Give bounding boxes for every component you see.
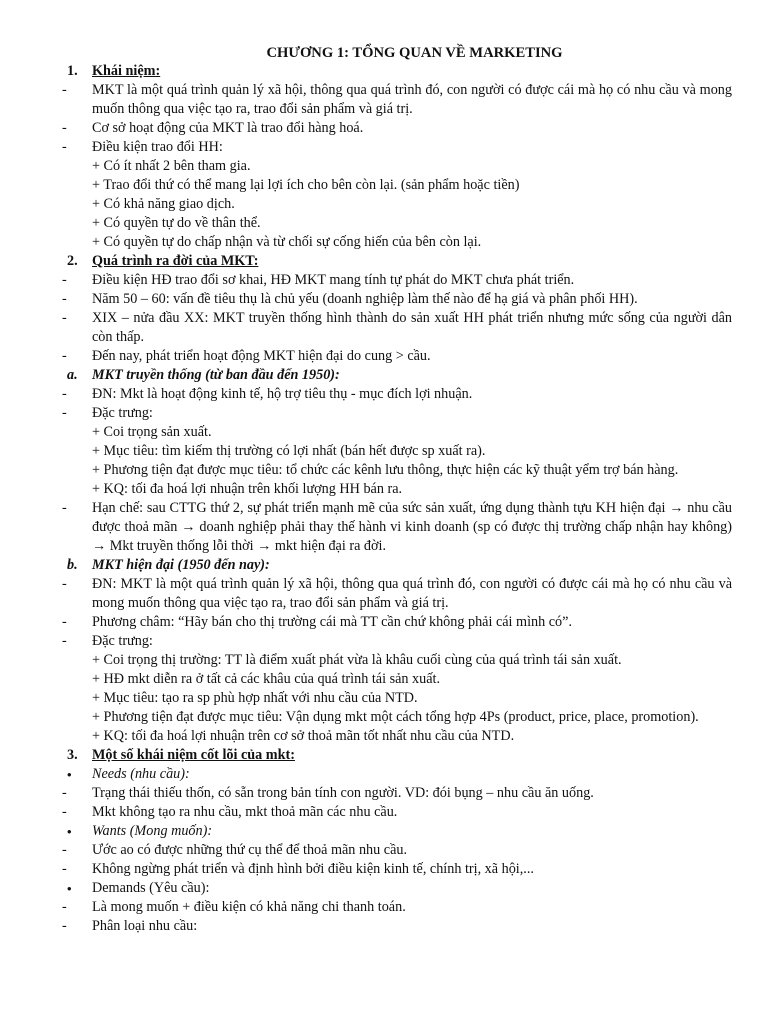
item-text: Không ngừng phát triển và định hình bởi điều kiện kinh tế, chính trị, xã hội,... — [92, 861, 534, 877]
list-item — [62, 347, 732, 366]
item-text: Hạn chế: sau CTTG thứ 2, sự phát triển mạnh mẽ của sức sản xuất, ứng dụng thành tựu KH hiện đại → nhu cầu được thoả mãn → doanh nghiệp phải thay thế hành vi kinh doanh (sp có được thị trường chấp nhận hay không) → Mkt truyền thống lỗi thời → mkt hiện đại ra đời. — [92, 500, 732, 554]
section-title: Quá trình ra đời của MKT: — [92, 253, 259, 269]
sub-item: + Phương tiện đạt được mục tiêu: Vận dụng mkt một cách tổng hợp 4Ps (product, price, place, promotion). — [92, 709, 699, 725]
dash-marker: - — [62, 82, 67, 98]
dash-marker: - — [62, 272, 67, 288]
term-label: Needs (nhu cầu): — [92, 766, 190, 782]
dash-marker: - — [62, 139, 67, 155]
item-text: Trạng thái thiếu thốn, có sẵn trong bản tính con người. VD: đói bụng – nhu cầu ăn uống. — [92, 785, 594, 801]
list-item — [62, 917, 732, 936]
sub-item: + Có quyền tự do chấp nhận và từ chối sự cống hiến của bên còn lại. — [92, 234, 482, 250]
subsection-letter: a. — [67, 367, 78, 383]
list-item — [62, 632, 732, 651]
item-text: ĐN: Mkt là hoạt động kinh tế, hộ trợ tiêu thụ - mục đích lợi nhuận. — [92, 386, 473, 402]
dash-marker: - — [62, 861, 67, 877]
dash-marker: - — [62, 899, 67, 915]
list-item — [62, 309, 732, 347]
subsection-title: MKT hiện đại (1950 đến nay): — [92, 557, 270, 573]
sub-item: + KQ: tối đa hoá lợi nhuận trên cơ sở thoả mãn tốt nhất nhu cầu của NTD. — [92, 728, 515, 744]
item-text: Điều kiện HĐ trao đổi sơ khai, HĐ MKT mang tính tự phát do MKT chưa phát triển. — [92, 272, 575, 288]
sub-item: + Coi trọng thị trường: TT là điểm xuất phát vừa là khâu cuối cùng của quá trình tái sản xuất. — [92, 652, 622, 668]
list-item — [62, 499, 732, 556]
item-text: ĐN: MKT là một quá trình quản lý xã hội, thông qua quá trình đó, con người có được cái mà họ có nhu cầu và mong muốn thông qua việc tạo ra, trao đổi sản phẩm và giá trị. — [92, 576, 732, 611]
item-text: Phương châm: “Hãy bán cho thị trường cái mà TT cần chứ không phải cái mình có”. — [92, 614, 572, 630]
section-1-heading — [67, 62, 732, 81]
subsection-b-heading — [67, 556, 732, 575]
item-text: Ước ao có được những thứ cụ thể để thoả mãn nhu cầu. — [92, 842, 408, 858]
item-text: MKT là một quá trình quản lý xã hội, thông qua quá trình đó, con người có được cái mà họ có nhu cầu và mong muốn thông qua việc tạo ra, trao đổi sản phẩm và giá trị. — [92, 82, 732, 117]
sub-item: + Có ít nhất 2 bên tham gia. — [92, 158, 251, 174]
dash-marker: - — [62, 386, 67, 402]
term-label: Demands (Yêu cầu): — [92, 880, 210, 896]
sub-item: + Mục tiêu: tìm kiếm thị trường có lợi nhất (bán hết được sp xuất ra). — [92, 443, 486, 459]
list-item — [62, 290, 732, 309]
bullet-item-needs — [67, 765, 732, 784]
item-text: Đến nay, phát triển hoạt động MKT hiện đại do cung > cầu. — [92, 348, 431, 364]
list-item — [62, 803, 732, 822]
sub-item: + Có khả năng giao dịch. — [92, 196, 235, 212]
sub-item: + HĐ mkt diễn ra ở tất cả các khâu của quá trình tái sản xuất. — [92, 671, 440, 687]
sub-item: + Phương tiện đạt được mục tiêu: tổ chức các kênh lưu thông, thực hiện các kỹ thuật yểm trợ bán hàng. — [92, 462, 679, 478]
dash-marker: - — [62, 405, 67, 421]
dash-marker: - — [62, 804, 67, 820]
list-item — [62, 613, 732, 632]
list-item — [62, 385, 732, 404]
bullet-item-wants — [67, 822, 732, 841]
list-item — [62, 841, 732, 860]
item-text: Cơ sở hoạt động của MKT là trao đổi hàng hoá. — [92, 120, 364, 136]
page-title: CHƯƠNG 1: TỔNG QUAN VỀ MARKETING — [266, 45, 563, 61]
dash-marker: - — [62, 500, 67, 516]
item-text: Mkt không tạo ra nhu cầu, mkt thoả mãn các nhu cầu. — [92, 804, 398, 820]
list-item — [62, 784, 732, 803]
section-title: Một số khái niệm cốt lõi của mkt: — [92, 747, 295, 763]
list-item — [62, 404, 732, 423]
bullet-icon: • — [67, 767, 72, 782]
list-item — [62, 575, 732, 613]
dash-marker: - — [62, 120, 67, 136]
sub-item: + KQ: tối đa hoá lợi nhuận trên khối lượng HH bán ra. — [92, 481, 403, 497]
dash-marker: - — [62, 614, 67, 630]
sub-item: + Trao đổi thứ có thể mang lại lợi ích cho bên còn lại. (sản phẩm hoặc tiền) — [92, 177, 520, 193]
subsection-a-heading — [67, 366, 732, 385]
item-text: Điều kiện trao đổi HH: — [92, 139, 223, 155]
sub-item: + Coi trọng sản xuất. — [92, 424, 212, 440]
item-text: Năm 50 – 60: vấn đề tiêu thụ là chủ yếu (doanh nghiệp làm thế nào để hạ giá và phân phối HH). — [92, 291, 638, 307]
dash-marker: - — [62, 842, 67, 858]
bullet-icon: • — [67, 824, 72, 839]
subsection-letter: b. — [67, 557, 78, 573]
section-title: Khái niệm: — [92, 63, 161, 79]
item-text: Là mong muốn + điều kiện có khả năng chi thanh toán. — [92, 899, 406, 915]
dash-marker: - — [62, 291, 67, 307]
subsection-title: MKT truyền thống (từ ban đầu đến 1950): — [92, 367, 340, 383]
section-number: 1. — [67, 63, 78, 79]
item-text: Phân loại nhu cầu: — [92, 918, 198, 934]
dash-marker: - — [62, 348, 67, 364]
item-text: Đặc trưng: — [92, 405, 153, 421]
bullet-icon: • — [67, 881, 72, 896]
list-item — [62, 860, 732, 879]
section-number: 2. — [67, 253, 78, 269]
bullet-item-demands — [67, 879, 732, 898]
item-text: Đặc trưng: — [92, 633, 153, 649]
dash-marker: - — [62, 310, 67, 326]
dash-marker: - — [62, 918, 67, 934]
dash-marker: - — [62, 576, 67, 592]
dash-marker: - — [62, 785, 67, 801]
section-number: 3. — [67, 747, 78, 763]
list-item — [62, 271, 732, 290]
item-text: XIX – nửa đầu XX: MKT truyền thống hình thành do sản xuất HH phát triển nhưng mức sống của người dân còn thấp. — [92, 310, 732, 345]
dash-marker: - — [62, 633, 67, 649]
sub-item: + Mục tiêu: tạo ra sp phù hợp nhất với nhu cầu của NTD. — [92, 690, 418, 706]
list-item — [62, 81, 732, 119]
list-item — [62, 119, 732, 138]
list-item — [62, 898, 732, 917]
list-item — [62, 138, 732, 157]
section-3-heading — [67, 746, 732, 765]
section-2-heading — [67, 252, 732, 271]
sub-item: + Có quyền tự do về thân thể. — [92, 215, 261, 231]
term-label: Wants (Mong muốn): — [92, 823, 213, 839]
